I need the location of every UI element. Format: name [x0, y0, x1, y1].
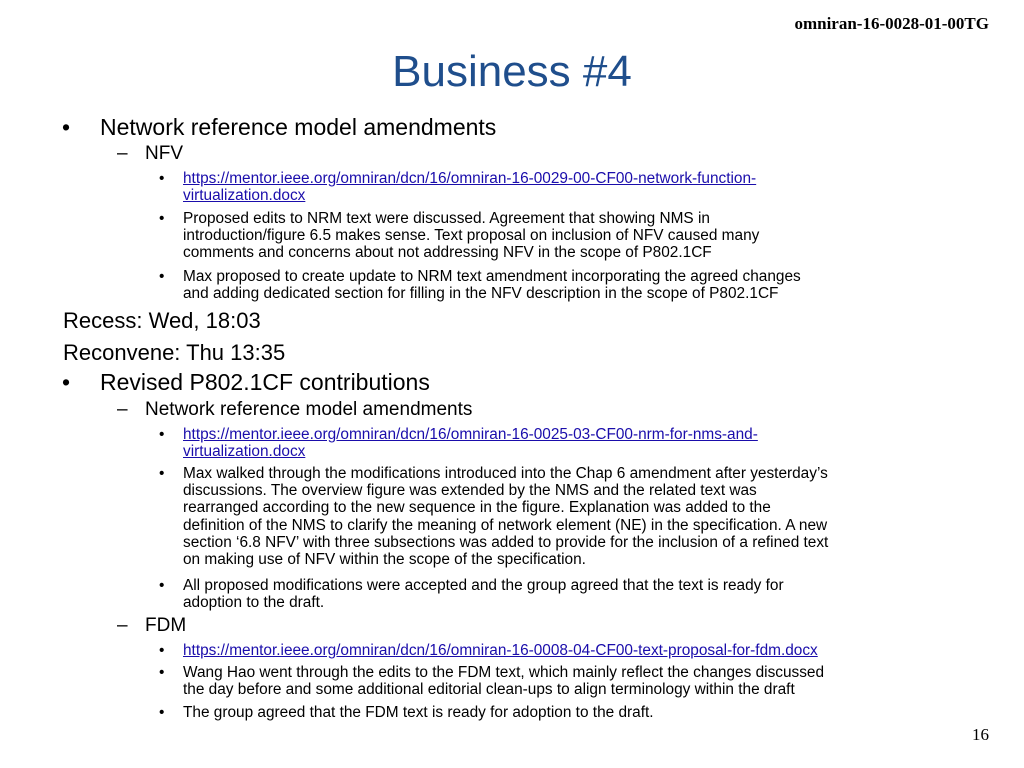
slide-title: Business #4 [392, 47, 632, 96]
bullet-marker: • [62, 114, 71, 140]
bullet-marker: • [159, 426, 165, 443]
recess-line: Recess: Wed, 18:03 [63, 308, 261, 333]
nfv-action-text: Max proposed to create update to NRM text amendment incorporating the agreed changes and adding dedicated section for filling in the NFV description in the scope of P802.1CF [183, 268, 801, 303]
nrm-document-link[interactable]: https://mentor.ieee.org/omniran/dcn/16/omniran-16-0025-03-CF00-nrm-for-nms-and- virtualization.docx [183, 426, 758, 461]
nfv-document-link[interactable]: https://mentor.ieee.org/omniran/dcn/16/omniran-16-0029-00-CF00-network-function- virtualization.docx [183, 170, 757, 205]
nrm-walkthrough-text: Max walked through the modifications introduced into the Chap 6 amendment after yesterday’s discussions. The overview figure was extended by the NMS and the related text was rearranged according to the new sequence in the figure. Explanation was added to the definition of the NMS to clarify the meaning of network element (NE) in the specification. A new section ‘6.8 NFV’ with three subsections was added to provide for the inclusion of a refined text on making use of NFV within the scope of the specification. [183, 465, 829, 569]
sub-bullet-text: Network reference model amendments [145, 399, 473, 420]
dash-marker: – [117, 615, 128, 636]
bullet-marker: • [159, 465, 165, 482]
fdm-agreement-text: The group agreed that the FDM text is ready for adoption to the draft. [183, 704, 654, 721]
sub-bullet-text: FDM [145, 615, 187, 636]
fdm-document-link[interactable]: https://mentor.ieee.org/omniran/dcn/16/omniran-16-0008-04-CF00-text-proposal-for-fdm.docx [183, 642, 818, 659]
bullet-text: Revised P802.1CF contributions [100, 369, 430, 395]
bullet-marker: • [159, 642, 165, 659]
dash-marker: – [117, 143, 128, 164]
dash-marker: – [117, 399, 128, 420]
bullet-text: Network reference model amendments [100, 114, 497, 140]
nrm-agreement-text: All proposed modifications were accepted and the group agreed that the text is ready for adoption to the draft. [183, 577, 784, 612]
reconvene-line: Reconvene: Thu 13:35 [63, 340, 286, 365]
bullet-marker: • [159, 170, 165, 187]
sub-bullet-text: NFV [145, 143, 183, 164]
bullet-marker: • [159, 268, 165, 285]
bullet-marker: • [62, 369, 71, 395]
bullet-marker: • [159, 210, 165, 227]
bullet-marker: • [159, 664, 165, 681]
bullet-marker: • [159, 704, 165, 721]
fdm-edits-text: Wang Hao went through the edits to the FDM text, which mainly reflect the changes discussed the day before and some additional editorial clean-ups to align terminology within the draft [183, 664, 825, 699]
nfv-discussion-text: Proposed edits to NRM text were discussed. Agreement that showing NMS in introduction/figure 6.5 makes sense. Text proposal on inclusion of NFV caused many comments and concerns about not addressing NFV in the scope of P802.1CF [183, 210, 760, 262]
page-number: 16 [972, 725, 989, 744]
bullet-marker: • [159, 577, 165, 594]
document-id: omniran-16-0028-01-00TG [794, 14, 989, 33]
